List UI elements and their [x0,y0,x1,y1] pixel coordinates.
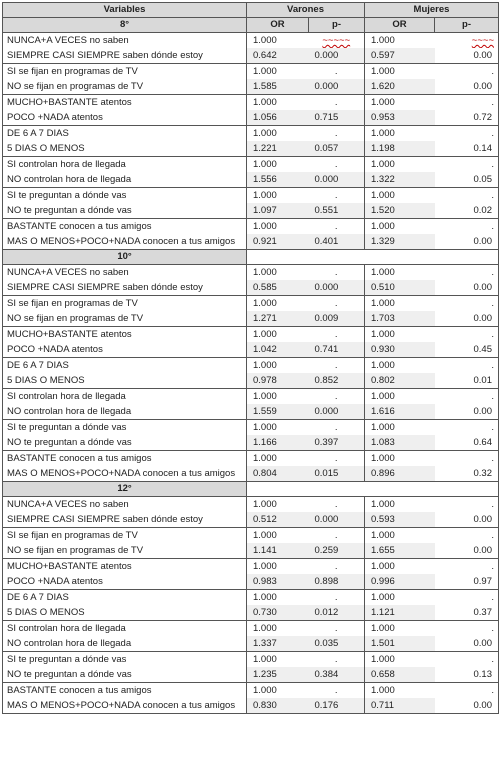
mujeres-p-value: 0.00 [435,512,499,528]
table-row-reference [3,497,499,513]
table-row-comparison [3,404,499,420]
varones-p-value: 0.000 [309,404,365,420]
mujeres-or-value: 0.896 [365,466,435,482]
mujeres-ref-or: 1.000 [365,33,435,49]
varones-p-value: 0.012 [309,605,365,621]
results-table [2,2,499,714]
table-row-comparison [3,466,499,482]
table-row-reference [3,528,499,544]
varones-ref-or: 1.000 [247,358,309,374]
mujeres-ref-p: . [435,219,499,235]
varones-p-value: 0.176 [309,698,365,714]
mujeres-p-value: 0.45 [435,342,499,358]
reference-category-label: MUCHO+BASTANTE atentos [3,327,247,343]
table-row-comparison [3,342,499,358]
reference-category-label: NUNCA+A VECES no saben [3,33,247,49]
varones-p-value: 0.000 [309,280,365,296]
varones-or-value: 1.337 [247,636,309,652]
mujeres-or-value: 0.711 [365,698,435,714]
varones-ref-p: . [309,683,365,699]
comparison-category-label: POCO +NADA atentos [3,574,247,590]
varones-or-value: 1.271 [247,311,309,327]
mujeres-ref-p: . [435,188,499,204]
varones-ref-p: . [309,296,365,312]
comparison-category-label: NO se fijan en programas de TV [3,311,247,327]
comparison-category-label: SIEMPRE CASI SIEMPRE saben dónde estoy [3,512,247,528]
varones-or-value: 1.042 [247,342,309,358]
grade-blank-cell [247,482,499,497]
mujeres-or-value: 0.953 [365,110,435,126]
varones-or-value: 1.166 [247,435,309,451]
mujeres-p-value: 0.00 [435,311,499,327]
varones-p-value: 0.035 [309,636,365,652]
mujeres-ref-or: 1.000 [365,621,435,637]
reference-category-label: SI controlan hora de llegada [3,621,247,637]
table-row-comparison [3,110,499,126]
table-row-reference [3,590,499,606]
mujeres-or-value: 0.658 [365,667,435,683]
reference-category-label: BASTANTE conocen a tus amigos [3,451,247,467]
mujeres-p-value: 0.64 [435,435,499,451]
varones-or-value: 0.978 [247,373,309,389]
grade-label: 8° [3,18,247,33]
varones-p-value: 0.397 [309,435,365,451]
varones-ref-or: 1.000 [247,389,309,405]
mujeres-or-value: 1.198 [365,141,435,157]
reference-category-label: SI te preguntan a dónde vas [3,420,247,436]
varones-ref-p: . [309,420,365,436]
grade-row [3,482,499,497]
table-row-reference [3,126,499,142]
mujeres-ref-p: . [435,451,499,467]
mujeres-ref-p: . [435,95,499,111]
varones-ref-or: 1.000 [247,528,309,544]
table-row-comparison [3,636,499,652]
varones-ref-or: 1.000 [247,296,309,312]
results-table-wrapper [2,2,498,714]
varones-or-value: 1.097 [247,203,309,219]
mujeres-or-value: 1.083 [365,435,435,451]
table-row-reference [3,621,499,637]
mujeres-or-value: 0.802 [365,373,435,389]
varones-p-value: 0.000 [309,79,365,95]
grade-row [3,18,499,33]
table-row-comparison [3,667,499,683]
mujeres-ref-or: 1.000 [365,327,435,343]
varones-ref-or: 1.000 [247,265,309,281]
mujeres-p-value: 0.72 [435,110,499,126]
table-row-reference [3,683,499,699]
mujeres-p-value: 0.00 [435,234,499,250]
varones-ref-p: . [309,528,365,544]
mujeres-p-value: 0.97 [435,574,499,590]
table-row-reference [3,358,499,374]
mujeres-p-value: 0.00 [435,79,499,95]
varones-ref-or: 1.000 [247,95,309,111]
varones-p-value: 0.009 [309,311,365,327]
varones-or-value: 0.983 [247,574,309,590]
varones-header: Varones [247,3,365,18]
table-row-comparison [3,574,499,590]
varones-ref-or: 1.000 [247,683,309,699]
mujeres-ref-or: 1.000 [365,126,435,142]
reference-category-label: BASTANTE conocen a tus amigos [3,683,247,699]
mujeres-p-value: 0.00 [435,404,499,420]
mujeres-p-value: 0.32 [435,466,499,482]
table-row-reference [3,219,499,235]
table-row-reference [3,265,499,281]
varones-ref-or: 1.000 [247,126,309,142]
reference-category-label: DE 6 A 7 DIAS [3,126,247,142]
varones-p-value: 0.401 [309,234,365,250]
mujeres-ref-p: . [435,157,499,173]
mujeres-p-value: 0.37 [435,605,499,621]
mujeres-or-value: 1.620 [365,79,435,95]
mujeres-ref-or: 1.000 [365,652,435,668]
varones-or-value: 1.221 [247,141,309,157]
table-row-comparison [3,280,499,296]
varones-or-value: 1.585 [247,79,309,95]
grade-blank-cell [247,250,499,265]
comparison-category-label: MAS O MENOS+POCO+NADA conocen a tus amigos [3,698,247,714]
varones-ref-or: 1.000 [247,157,309,173]
varones-or-value: 0.642 [247,48,309,64]
varones-ref-or: 1.000 [247,559,309,575]
grade-label: 10° [3,250,247,265]
table-row-reference [3,95,499,111]
reference-category-label: SI se fijan en programas de TV [3,296,247,312]
comparison-category-label: SIEMPRE CASI SIEMPRE saben dónde estoy [3,48,247,64]
varones-p-value: 0.741 [309,342,365,358]
table-row-comparison [3,79,499,95]
mujeres-p-value: 0.00 [435,543,499,559]
table-row-comparison [3,311,499,327]
varones-or-value: 1.141 [247,543,309,559]
varones-ref-or: 1.000 [247,420,309,436]
mujeres-ref-or: 1.000 [365,389,435,405]
mujeres-ref-p: . [435,528,499,544]
mujeres-p-value: 0.00 [435,48,499,64]
varones-p-value: 0.015 [309,466,365,482]
reference-category-label: MUCHO+BASTANTE atentos [3,95,247,111]
mujeres-ref-p: . [435,265,499,281]
table-row-reference [3,64,499,80]
varones-or-value: 0.512 [247,512,309,528]
mujeres-p-value: 0.00 [435,636,499,652]
mujeres-ref-p: . [435,497,499,513]
comparison-category-label: NO te preguntan a dónde vas [3,435,247,451]
varones-p-value: 0.057 [309,141,365,157]
varones-p-value: 0.551 [309,203,365,219]
varones-p-value: 0.715 [309,110,365,126]
varones-ref-p: . [309,358,365,374]
varones-ref-p: . [309,559,365,575]
or-header-mujeres: OR [365,18,435,33]
varones-p-value: 0.852 [309,373,365,389]
varones-ref-p: . [309,590,365,606]
mujeres-ref-or: 1.000 [365,95,435,111]
varones-or-value: 1.235 [247,667,309,683]
varones-or-value: 1.056 [247,110,309,126]
table-row-comparison [3,512,499,528]
mujeres-ref-p: . [435,327,499,343]
varones-ref-p: . [309,621,365,637]
reference-category-label: SI se fijan en programas de TV [3,64,247,80]
varones-or-value: 0.585 [247,280,309,296]
varones-p-value: 0.000 [309,512,365,528]
table-row-reference [3,420,499,436]
varones-ref-p: ~~~~~ [309,33,365,49]
mujeres-ref-or: 1.000 [365,683,435,699]
mujeres-ref-p: . [435,358,499,374]
or-header-varones: OR [247,18,309,33]
mujeres-ref-p: . [435,559,499,575]
mujeres-or-value: 0.593 [365,512,435,528]
varones-ref-p: . [309,265,365,281]
mujeres-or-value: 1.329 [365,234,435,250]
comparison-category-label: 5 DIAS O MENOS [3,605,247,621]
mujeres-or-value: 0.597 [365,48,435,64]
mujeres-ref-p: . [435,296,499,312]
varones-ref-or: 1.000 [247,188,309,204]
mujeres-or-value: 1.703 [365,311,435,327]
reference-category-label: SI te preguntan a dónde vas [3,188,247,204]
varones-ref-or: 1.000 [247,497,309,513]
varones-ref-p: . [309,188,365,204]
varones-p-value: 0.384 [309,667,365,683]
mujeres-or-value: 0.996 [365,574,435,590]
table-body [3,18,499,714]
mujeres-ref-p: ~~~~ [435,33,499,49]
table-row-comparison [3,141,499,157]
reference-category-label: SI te preguntan a dónde vas [3,652,247,668]
varones-p-value: 0.000 [309,48,365,64]
varones-p-value: 0.259 [309,543,365,559]
mujeres-ref-or: 1.000 [365,64,435,80]
varones-ref-p: . [309,64,365,80]
table-row-reference [3,33,499,49]
mujeres-p-value: 0.14 [435,141,499,157]
mujeres-p-value: 0.02 [435,203,499,219]
variables-header: Variables [3,3,247,18]
mujeres-or-value: 1.655 [365,543,435,559]
table-row-reference [3,296,499,312]
mujeres-ref-or: 1.000 [365,296,435,312]
table-row-reference [3,451,499,467]
mujeres-p-value: 0.13 [435,667,499,683]
reference-category-label: NUNCA+A VECES no saben [3,497,247,513]
mujeres-p-value: 0.00 [435,280,499,296]
mujeres-ref-p: . [435,683,499,699]
varones-ref-p: . [309,157,365,173]
reference-category-label: DE 6 A 7 DIAS [3,590,247,606]
table-row-reference [3,188,499,204]
mujeres-ref-or: 1.000 [365,265,435,281]
mujeres-ref-or: 1.000 [365,528,435,544]
varones-p-value: 0.898 [309,574,365,590]
mujeres-ref-or: 1.000 [365,188,435,204]
varones-or-value: 0.730 [247,605,309,621]
mujeres-ref-or: 1.000 [365,497,435,513]
reference-category-label: NUNCA+A VECES no saben [3,265,247,281]
table-row-reference [3,559,499,575]
comparison-category-label: 5 DIAS O MENOS [3,141,247,157]
comparison-category-label: NO te preguntan a dónde vas [3,667,247,683]
mujeres-ref-p: . [435,621,499,637]
mujeres-ref-p: . [435,652,499,668]
comparison-category-label: NO se fijan en programas de TV [3,79,247,95]
reference-category-label: MUCHO+BASTANTE atentos [3,559,247,575]
varones-ref-or: 1.000 [247,64,309,80]
mujeres-ref-or: 1.000 [365,157,435,173]
comparison-category-label: MAS O MENOS+POCO+NADA conocen a tus amigos [3,234,247,250]
mujeres-ref-or: 1.000 [365,420,435,436]
varones-or-value: 0.921 [247,234,309,250]
comparison-category-label: POCO +NADA atentos [3,342,247,358]
varones-p-value: 0.000 [309,172,365,188]
table-row-comparison [3,605,499,621]
mujeres-ref-or: 1.000 [365,590,435,606]
mujeres-ref-p: . [435,420,499,436]
varones-ref-p: . [309,652,365,668]
mujeres-ref-or: 1.000 [365,451,435,467]
varones-ref-p: . [309,327,365,343]
table-row-comparison [3,172,499,188]
mujeres-ref-p: . [435,126,499,142]
comparison-category-label: SIEMPRE CASI SIEMPRE saben dónde estoy [3,280,247,296]
mujeres-or-value: 1.616 [365,404,435,420]
table-row-comparison [3,203,499,219]
comparison-category-label: POCO +NADA atentos [3,110,247,126]
varones-or-value: 1.559 [247,404,309,420]
reference-category-label: SI se fijan en programas de TV [3,528,247,544]
mujeres-or-value: 1.322 [365,172,435,188]
varones-ref-or: 1.000 [247,652,309,668]
varones-or-value: 1.556 [247,172,309,188]
mujeres-or-value: 1.121 [365,605,435,621]
varones-ref-p: . [309,451,365,467]
varones-ref-or: 1.000 [247,327,309,343]
mujeres-or-value: 0.510 [365,280,435,296]
comparison-category-label: NO controlan hora de llegada [3,172,247,188]
varones-ref-p: . [309,497,365,513]
comparison-category-label: NO se fijan en programas de TV [3,543,247,559]
reference-category-label: BASTANTE conocen a tus amigos [3,219,247,235]
grade-label: 12° [3,482,247,497]
mujeres-p-value: 0.05 [435,172,499,188]
mujeres-or-value: 1.520 [365,203,435,219]
table-row-comparison [3,234,499,250]
table-row-comparison [3,373,499,389]
mujeres-ref-p: . [435,389,499,405]
mujeres-ref-or: 1.000 [365,358,435,374]
comparison-category-label: MAS O MENOS+POCO+NADA conocen a tus amigos [3,466,247,482]
p-header-varones: p- [309,18,365,33]
mujeres-p-value: 0.00 [435,698,499,714]
mujeres-or-value: 1.501 [365,636,435,652]
comparison-category-label: NO te preguntan a dónde vas [3,203,247,219]
mujeres-or-value: 0.930 [365,342,435,358]
varones-ref-or: 1.000 [247,590,309,606]
varones-ref-p: . [309,126,365,142]
varones-ref-p: . [309,95,365,111]
table-row-reference [3,652,499,668]
table-row-comparison [3,698,499,714]
mujeres-ref-p: . [435,64,499,80]
varones-ref-or: 1.000 [247,219,309,235]
p-header-mujeres: p- [435,18,499,33]
comparison-category-label: NO controlan hora de llegada [3,636,247,652]
header-row-groups [3,3,499,18]
comparison-category-label: NO controlan hora de llegada [3,404,247,420]
mujeres-ref-or: 1.000 [365,219,435,235]
varones-ref-or: 1.000 [247,621,309,637]
reference-category-label: SI controlan hora de llegada [3,157,247,173]
table-row-comparison [3,48,499,64]
comparison-category-label: 5 DIAS O MENOS [3,373,247,389]
mujeres-header: Mujeres [365,3,499,18]
varones-ref-or: 1.000 [247,451,309,467]
mujeres-ref-p: . [435,590,499,606]
varones-or-value: 0.804 [247,466,309,482]
grade-row [3,250,499,265]
varones-ref-p: . [309,389,365,405]
mujeres-ref-or: 1.000 [365,559,435,575]
table-row-reference [3,157,499,173]
varones-or-value: 0.830 [247,698,309,714]
varones-ref-or: 1.000 [247,33,309,49]
reference-category-label: DE 6 A 7 DIAS [3,358,247,374]
table-row-comparison [3,543,499,559]
varones-ref-p: . [309,219,365,235]
table-row-reference [3,389,499,405]
table-row-reference [3,327,499,343]
reference-category-label: SI controlan hora de llegada [3,389,247,405]
table-row-comparison [3,435,499,451]
mujeres-p-value: 0.01 [435,373,499,389]
